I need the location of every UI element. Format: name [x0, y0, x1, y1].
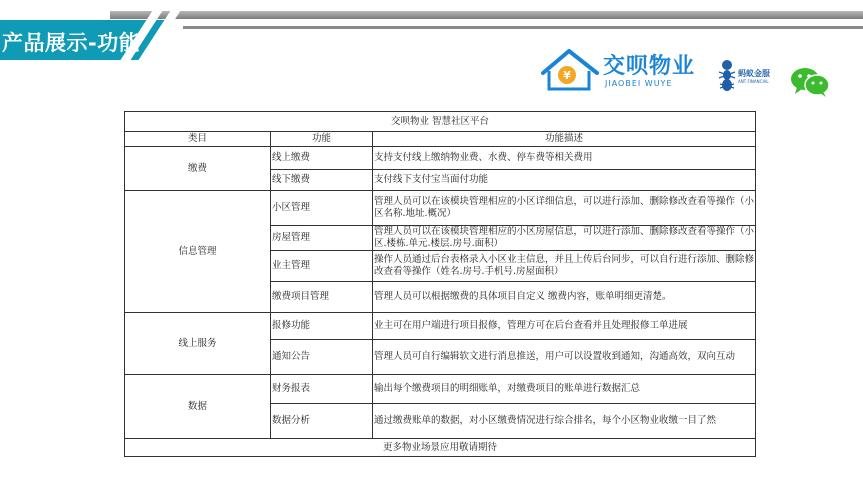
function-cell: 线下缴费 [271, 170, 373, 191]
function-cell: 缴费项目管理 [271, 282, 373, 313]
description-cell: 管理人员可以在该模块管理相应的小区详细信息，可以进行添加、删除修改查看等操作（小区名称.地址.概况） [373, 191, 756, 226]
house-icon [537, 45, 601, 95]
ant-icon [716, 58, 738, 92]
description-cell: 通过缴费账单的数据，对小区缴费情况进行综合排名，每个小区物业收缴一目了然 [373, 404, 756, 439]
table-row [125, 147, 756, 170]
table-row [125, 191, 756, 226]
function-cell: 数据分析 [271, 404, 373, 439]
ant-financial-sub: ANT FINANCIAL [738, 79, 769, 84]
jiaobei-logo-name: 交呗物业 [603, 54, 696, 79]
category-cell: 线上服务 [125, 313, 271, 375]
ant-financial-name: 蚂蚁金服 [738, 69, 770, 78]
page-title: 产品展示-功能 [2, 31, 141, 55]
feature-table [124, 111, 756, 457]
function-cell: 通知公告 [271, 340, 373, 375]
function-cell: 房屋管理 [271, 226, 373, 251]
table-row [125, 375, 756, 404]
category-cell: 缴费 [125, 147, 271, 191]
description-cell: 管理人员可以在该模块管理相应的小区房屋信息，可以进行添加、删除修改查看等操作（小区.楼栋.单元.楼层.房号.面积） [374, 226, 755, 249]
description-cell: 支持支付线上缴纳物业费、水费、停车费等相关费用 [373, 147, 756, 170]
jiaobei-logo [537, 45, 707, 95]
function-cell: 小区管理 [271, 191, 373, 226]
function-cell: 财务报表 [271, 375, 373, 404]
wechat-icon [789, 66, 831, 98]
function-cell: 线上缴费 [271, 147, 373, 170]
table-footer: 更多物业场景应用敬请期待 [125, 439, 756, 457]
wechat-logo [789, 66, 831, 98]
column-header-category: 类目 [125, 132, 271, 147]
ant-financial-logo [716, 58, 780, 92]
header-rule-top [110, 11, 863, 19]
category-cell: 信息管理 [125, 191, 271, 313]
table-row [125, 313, 756, 340]
function-cell: 业主管理 [271, 251, 373, 282]
description-cell: 操作人员通过后台表格录入小区业主信息，并且上传后台同步，可以自行进行添加、删除修改查看等操作（姓名.房号.手机号.房屋面积） [373, 251, 756, 282]
column-header-function: 功能 [271, 132, 373, 147]
description-cell: 管理人员可以根据缴费的具体项目自定义 缴费内容，账单明细更清楚。 [373, 282, 756, 313]
header-rule-bottom [183, 26, 863, 29]
description-cell: 输出每个缴费项目的明细账单，对缴费项目的账单进行数据汇总 [373, 375, 756, 404]
table-title: 交呗物业 智慧社区平台 [125, 112, 756, 132]
svg-text:¥: ¥ [563, 69, 571, 82]
description-cell: 业主可在用户端进行项目报修，管理方可在后台查看并且处理报修工单进展 [373, 313, 756, 340]
column-header-description: 功能描述 [373, 132, 756, 147]
category-cell: 数据 [125, 375, 271, 439]
description-cell: 管理人员可自行编辑软文进行消息推送，用户可以设置收到通知，沟通高效，双向互动 [373, 340, 756, 375]
description-cell: 支付线下支付宝当面付功能 [373, 170, 756, 191]
jiaobei-logo-sub: JIAOBEI WUYE [605, 79, 673, 88]
function-cell: 报修功能 [271, 313, 373, 340]
